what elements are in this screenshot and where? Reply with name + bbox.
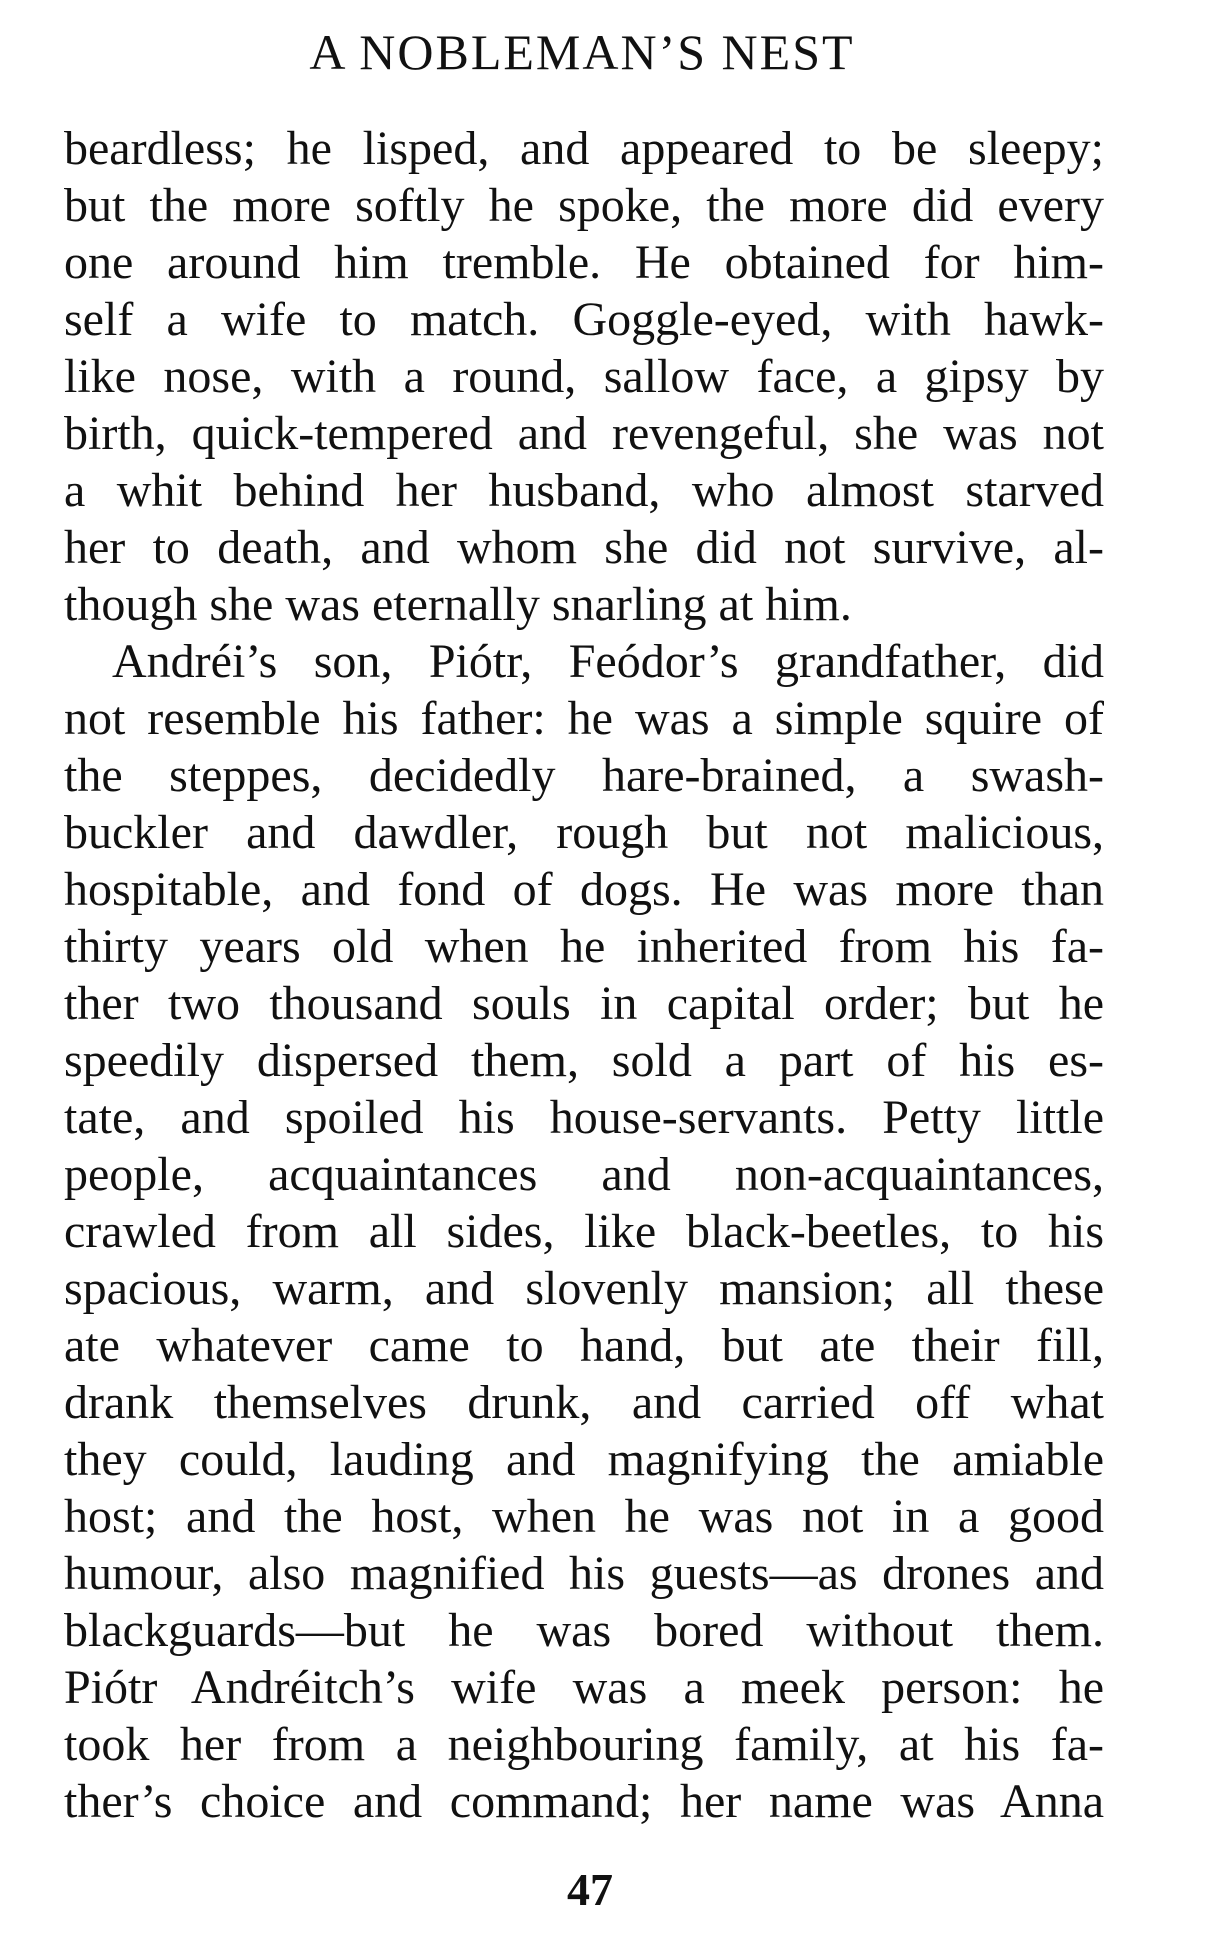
text-line: buckler and dawdler, rough but not malicious, bbox=[64, 806, 1104, 859]
text-line: ther’s choice and command; her name was Anna bbox=[64, 1775, 1104, 1828]
text-line: thirty years old when he inherited from his fa- bbox=[64, 920, 1104, 973]
text-line: crawled from all sides, like black-beetles, to his bbox=[64, 1205, 1104, 1258]
text-line: Piótr Andréitch’s wife was a meek person: he bbox=[64, 1661, 1104, 1714]
text-line: one around him tremble. He obtained for him- bbox=[64, 236, 1104, 289]
text-line: tate, and spoiled his house-servants. Petty little bbox=[64, 1091, 1104, 1144]
text-line: people, acquaintances and non-acquaintances, bbox=[64, 1148, 1104, 1201]
text-line: beardless; he lisped, and appeared to be sleepy; bbox=[64, 122, 1104, 175]
text-line: drank themselves drunk, and carried off what bbox=[64, 1376, 1104, 1429]
text-line: though she was eternally snarling at him. bbox=[64, 578, 852, 631]
text-line: Andréi’s son, Piótr, Feódor’s grandfather, did bbox=[112, 635, 1104, 688]
text-line: speedily dispersed them, sold a part of his es- bbox=[64, 1034, 1104, 1087]
text-line: ther two thousand souls in capital order; but he bbox=[64, 977, 1104, 1030]
page-number: 47 bbox=[567, 1864, 613, 1915]
text-line: humour, also magnified his guests—as drones and bbox=[64, 1547, 1104, 1600]
text-line: blackguards—but he was bored without them. bbox=[64, 1604, 1104, 1657]
text-line: self a wife to match. Goggle-eyed, with hawk- bbox=[64, 293, 1104, 346]
text-line: host; and the host, when he was not in a good bbox=[64, 1490, 1104, 1543]
text-line: they could, lauding and magnifying the amiable bbox=[64, 1433, 1104, 1486]
text-line: not resemble his father: he was a simple squire of bbox=[64, 692, 1104, 745]
text-line: the steppes, decidedly hare-brained, a swash- bbox=[64, 749, 1104, 802]
text-line: like nose, with a round, sallow face, a gipsy by bbox=[64, 350, 1104, 403]
running-title: A NOBLEMAN’S NEST bbox=[309, 24, 855, 80]
text-line: ate whatever came to hand, but ate their fill, bbox=[64, 1319, 1104, 1372]
text-line: her to death, and whom she did not survive, al- bbox=[64, 521, 1104, 574]
text-line: spacious, warm, and slovenly mansion; all these bbox=[64, 1262, 1104, 1315]
text-line: took her from a neighbouring family, at his fa- bbox=[64, 1718, 1104, 1771]
body-text bbox=[64, 120, 1104, 1830]
text-line: birth, quick-tempered and revengeful, she was not bbox=[64, 407, 1104, 460]
text-line: a whit behind her husband, who almost starved bbox=[64, 464, 1104, 517]
text-line: hospitable, and fond of dogs. He was more than bbox=[64, 863, 1104, 916]
text-line: but the more softly he spoke, the more did every bbox=[64, 179, 1104, 232]
